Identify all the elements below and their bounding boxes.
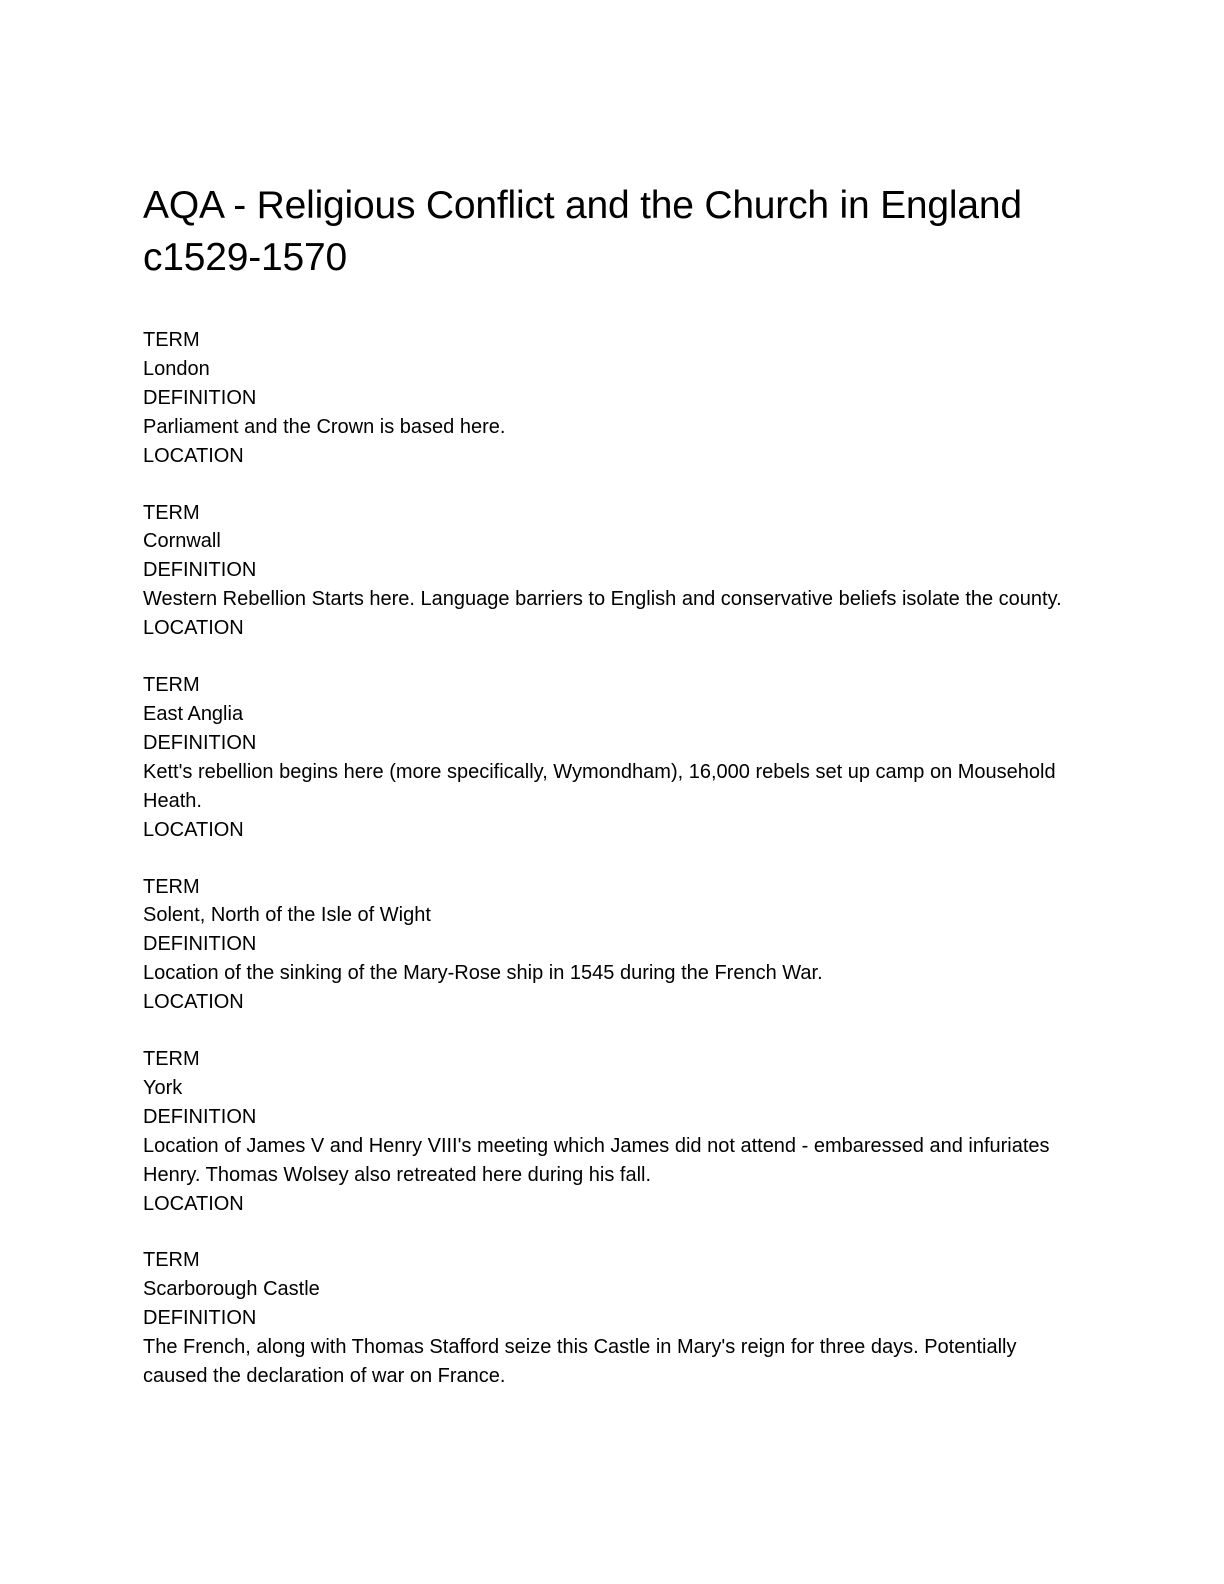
- term-value: Scarborough Castle: [143, 1278, 320, 1301]
- definition-value: Parliament and the Crown is based here.: [143, 415, 506, 438]
- definition-label: DEFINITION: [143, 933, 257, 956]
- term-label: TERM: [143, 501, 200, 524]
- term-value: Solent, North of the Isle of Wight: [143, 904, 431, 927]
- location-label: LOCATION: [143, 444, 244, 467]
- term-list: [143, 326, 1083, 1391]
- term-entry: [143, 499, 1083, 644]
- definition-value: Kett's rebellion begins here (more specifically, Wymondham), 16,000 rebels set up camp on Mousehold Heath.: [143, 760, 1056, 812]
- document-page: [143, 180, 1083, 1419]
- definition-value: Location of the sinking of the Mary-Rose ship in 1545 during the French War.: [143, 962, 823, 985]
- page-title: AQA - Religious Conflict and the Church in England c1529-1570: [143, 184, 1022, 279]
- location-label: LOCATION: [143, 1192, 244, 1215]
- location-label: LOCATION: [143, 818, 244, 841]
- term-entry: [143, 873, 1083, 1018]
- definition-label: DEFINITION: [143, 386, 257, 409]
- definition-value: Location of James V and Henry VIII's meeting which James did not attend - embaressed and infuriates Henry. Thomas Wolsey also retreated here during his fall.: [143, 1134, 1050, 1186]
- definition-label: DEFINITION: [143, 1105, 257, 1128]
- term-entry: [143, 326, 1083, 471]
- term-label: TERM: [143, 674, 200, 697]
- term-label: TERM: [143, 329, 200, 351]
- term-value: London: [143, 357, 210, 380]
- term-value: Cornwall: [143, 530, 221, 553]
- definition-label: DEFINITION: [143, 1307, 257, 1330]
- location-label: LOCATION: [143, 617, 244, 640]
- term-entry: [143, 671, 1083, 844]
- term-value: York: [143, 1076, 183, 1099]
- location-label: LOCATION: [143, 991, 244, 1014]
- term-entry: [143, 1246, 1083, 1391]
- term-label: TERM: [143, 1249, 200, 1272]
- definition-label: DEFINITION: [143, 731, 257, 754]
- term-value: East Anglia: [143, 702, 244, 725]
- term-entry: [143, 1045, 1083, 1218]
- term-label: TERM: [143, 875, 200, 898]
- definition-value: The French, along with Thomas Stafford seize this Castle in Mary's reign for three days. Potentially caused the declaration of war on France.: [143, 1336, 1017, 1388]
- term-label: TERM: [143, 1048, 200, 1071]
- definition-label: DEFINITION: [143, 559, 257, 582]
- definition-value: Western Rebellion Starts here. Language barriers to English and conservative beliefs isolate the county.: [143, 588, 1062, 611]
